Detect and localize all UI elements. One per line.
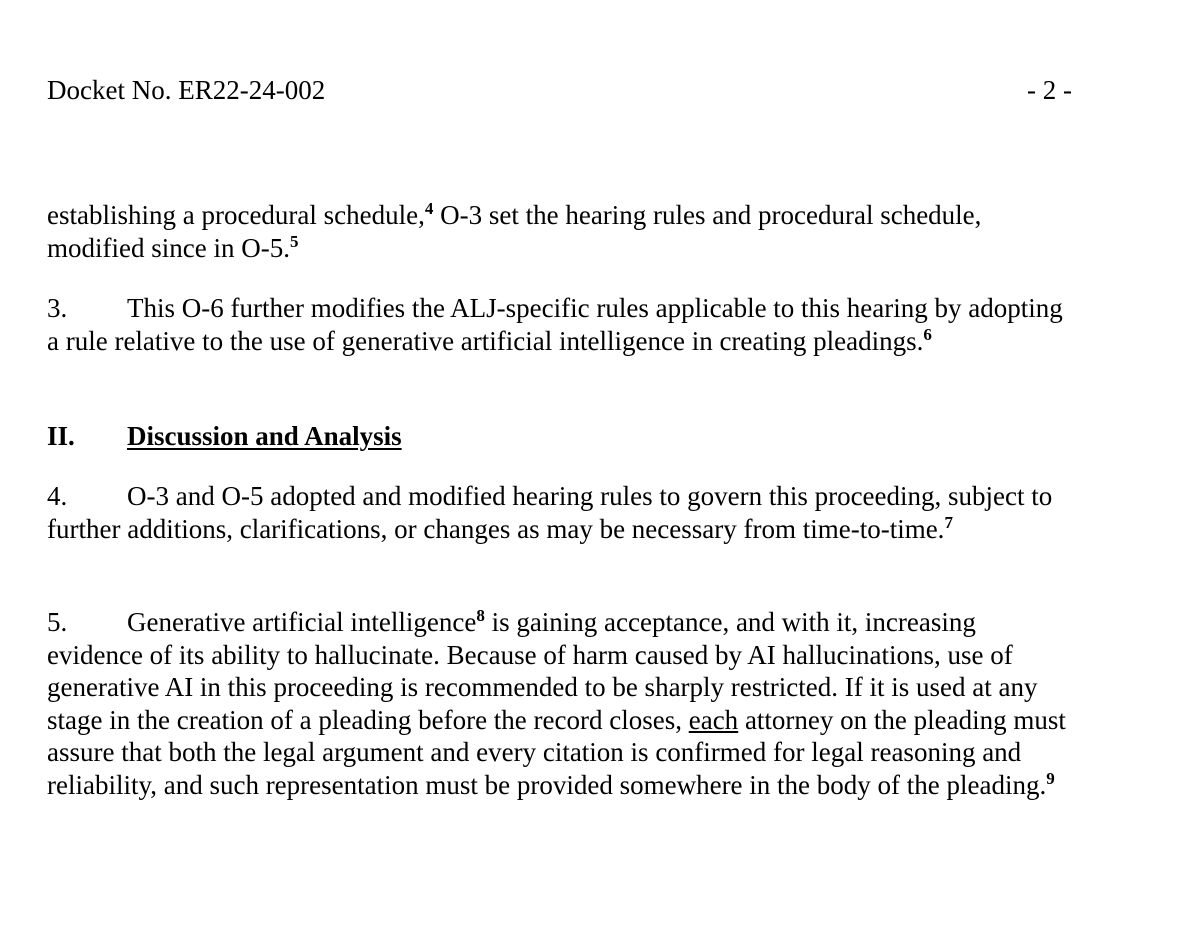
- paragraph-text: Generative artificial intelligence: [127, 607, 477, 637]
- underlined-emphasis: each: [688, 704, 739, 735]
- section-heading: [47, 420, 1067, 453]
- footnote-ref-8[interactable]: 8: [476, 606, 485, 625]
- paragraph-number: 4.: [47, 481, 68, 511]
- page-number: - 2 -: [1027, 75, 1072, 105]
- paragraph-text: establishing a procedural schedule,: [47, 200, 425, 230]
- footnote-ref-6[interactable]: 6: [923, 324, 932, 344]
- paragraph-4: [47, 480, 1067, 545]
- paragraph-number: 5.: [47, 607, 68, 637]
- section-title: Discussion and Analysis: [127, 421, 402, 451]
- paragraph-text: O-3 set the hearing rules and procedural schedule, modified since in O-5.: [47, 200, 982, 263]
- paragraph-text: This O-6 further modifies the ALJ-specific rules applicable to this hearing by adopting a rule relative to the use of generative artificial intelligence in creating pleadings.: [47, 293, 1063, 356]
- footnote-ref-4[interactable]: 4: [424, 199, 434, 218]
- docket-number: Docket No. ER22-24-002: [47, 75, 326, 105]
- footnote-ref-5[interactable]: 5: [289, 231, 299, 251]
- paragraph-number: 3.: [47, 293, 68, 323]
- paragraph-text: is gaining acceptance, and with it, increasing evidence of its ability to hallucinate. Because of harm caused by AI hallucinations, use of generative AI in this proceeding is recommended to be sharply restricted. If it is used at any stage in the creation of a pleading before the record closes,: [47, 607, 1038, 735]
- paragraph-continuation: [47, 199, 1067, 264]
- paragraph-text: attorney on the pleading must assure that both the legal argument and every citation is confirmed for legal reasoning and reliability, and such representation must be provided somewhere in the body of the pleading.: [47, 704, 1066, 800]
- paragraph-text: O-3 and O-5 adopted and modified hearing rules to govern this proceeding, subject to further additions, clarifications, or changes as may be necessary from time-to-time.: [47, 481, 1053, 544]
- footnote-ref-9[interactable]: 9: [1046, 768, 1055, 788]
- paragraph-3: [47, 292, 1067, 357]
- footnote-ref-7[interactable]: 7: [944, 512, 953, 532]
- paragraph-5: [47, 606, 1067, 801]
- section-number: II.: [47, 421, 75, 451]
